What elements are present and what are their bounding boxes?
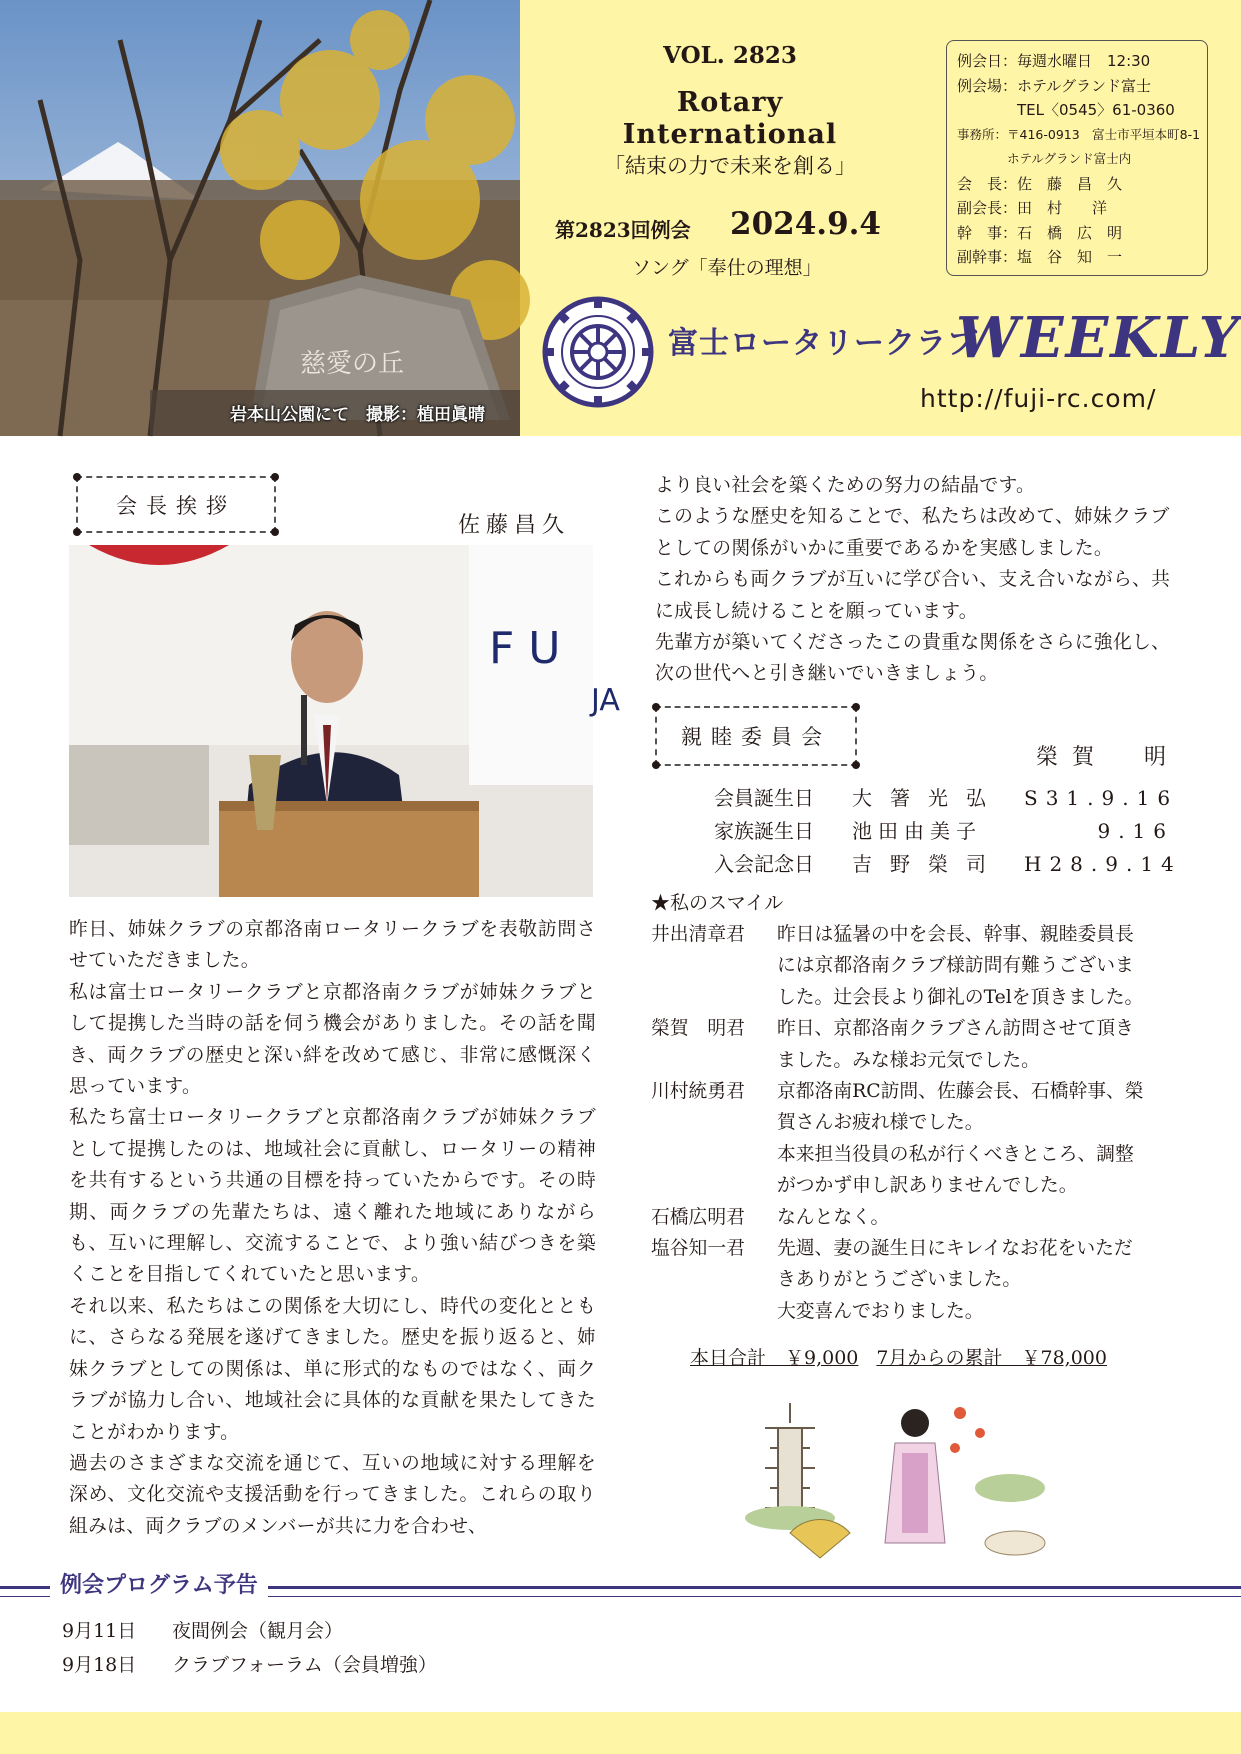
anniversary-name: 吉野榮司 <box>852 852 1004 876</box>
kyoto-illustration <box>730 1393 1070 1563</box>
anniversary-date: H28.9.14 <box>1024 852 1182 876</box>
meeting-date: 2024.9.4 <box>730 206 882 242</box>
program-event: クラブフォーラム（会員増強） <box>172 1654 437 1676</box>
smile-line: 昨日、京都洛南クラブさん訪問させて頂き <box>777 1018 1134 1040</box>
smile-title: ★私のスマイル <box>651 892 784 914</box>
motto: 「結束の力で未来を創る」 <box>604 154 856 178</box>
greeting-paragraph: より良い社会を築くための努力の結晶です。 <box>655 475 1036 496</box>
fellowship-heading-text: 親睦委員会 <box>681 725 831 749</box>
smile-line: には京都洛南クラブ様訪問有難うございま <box>777 955 1134 977</box>
info-office-2: ホテルグランド富士内 <box>957 151 1132 166</box>
anniversary-date: 9.16 <box>1097 819 1174 843</box>
smile-member: 井出清章君 <box>651 924 745 945</box>
greeting-paragraph: 先輩方が築いてくださったこの貴重な関係をさらに強化し、次の世代へと引き継いでいきましょう。 <box>655 632 1171 685</box>
smile-entry <box>651 1013 1181 1076</box>
cover-photo <box>0 0 520 436</box>
club-url[interactable]: http://fuji-rc.com/ <box>920 384 1157 413</box>
smile-line: 昨日は猛暑の中を会長、幹事、親睦委員長 <box>777 924 1134 945</box>
weekly-title: WEEKLY <box>956 305 1241 371</box>
maple-leaf-icon <box>950 1407 985 1453</box>
sweets-icon <box>985 1531 1045 1555</box>
smile-line: 先週、妻の誕生日にキレイなお花をいただ <box>777 1238 1133 1260</box>
list-item <box>714 782 1179 815</box>
smile-member: 石橋広明君 <box>651 1206 745 1228</box>
program-title: 例会プログラム予告 <box>50 1568 268 1599</box>
smile-entry <box>651 1233 1181 1327</box>
president-photo <box>69 545 620 897</box>
greeting-paragraph: 過去のさまざまな交流を通じて、互いの地域に対する理解を深め、文化交流や支援活動を行ってきました。これらの取り組みは、両クラブのメンバーが共に力を合わせ、 <box>69 1452 596 1537</box>
organization-name: Rotary International <box>622 87 838 150</box>
smile-member: 川村統勇君 <box>651 1081 745 1103</box>
list-item <box>714 815 1174 848</box>
mount-fuji-photo <box>0 0 520 436</box>
smile-entry <box>651 919 1181 1013</box>
smile-line: なんとなく。 <box>777 1206 890 1228</box>
smile-line: がつかず申し訳ありませんでした。 <box>777 1175 1078 1197</box>
program-event: 夜間例会（観月会） <box>172 1620 344 1642</box>
president-name: 佐藤昌久 <box>458 513 571 538</box>
greeting-paragraph: 昨日、姉妹クラブの京都洛南ロータリークラブを表敬訪問させていただきました。 <box>69 919 596 972</box>
anniversary-label: 家族誕生日 <box>714 819 814 843</box>
president-greeting-continued <box>655 470 1175 690</box>
smile-entry <box>651 1076 1181 1202</box>
president-greeting-heading <box>76 476 276 533</box>
stone-inscription: 慈愛の丘 <box>300 349 405 379</box>
list-item <box>714 848 1182 881</box>
info-vice-secretary: 副幹事：塩 谷 知 一 <box>957 248 1123 266</box>
president-heading-text: 会長挨拶 <box>116 493 236 518</box>
smile-list <box>651 919 1181 1327</box>
fellowship-chair-name: 榮賀 明 <box>1036 745 1181 770</box>
program-date: 9月11日 <box>62 1620 137 1642</box>
banner-letters-2: JA <box>591 683 620 718</box>
rotary-logo-icon <box>542 296 654 408</box>
greeting-paragraph: 私たち富士ロータリークラブと京都洛南クラブが姉妹クラブとして提携したのは、地域社会に貢献し、ロータリーの精神を共有するという共通の目標を持っていたからです。その時期、両クラブの先輩たちは、遠く離れた地域にありながらも、互いに理解し、交流することで、より強い結びつきを築くことを目指してくれていたと思います。 <box>69 1107 596 1286</box>
anniversary-name: 池田由美子 <box>852 819 982 843</box>
smile-line: 大変喜んでおりました。 <box>777 1300 984 1322</box>
volume-number: VOL. 2823 <box>663 42 797 69</box>
meeting-number: 第2823回例会 <box>555 218 691 242</box>
anniversary-label: 入会記念日 <box>714 852 814 876</box>
smile-line: 本来担当役員の私が行くべきところ、調整 <box>777 1143 1134 1165</box>
pagoda-icon <box>765 1403 815 1508</box>
greeting-paragraph: このような歴史を知ることで、私たちは改めて、姉妹クラブとしての関係がいかに重要であるかを実感しました。 <box>655 506 1170 559</box>
total-today: 本日合計 ￥9,000 <box>690 1347 859 1369</box>
smile-entry <box>651 1202 1181 1233</box>
smile-line: ました。みな様お元気でした。 <box>777 1049 1040 1071</box>
anniversary-name: 大箸光弘 <box>852 786 1004 810</box>
smile-member: 塩谷知一君 <box>651 1238 745 1260</box>
info-president: 会 長：佐 藤 昌 久 <box>957 174 1123 193</box>
president-greeting-text <box>69 914 596 1542</box>
club-info-box <box>946 40 1208 276</box>
smile-line: 賀さんお疲れ様でした。 <box>777 1112 984 1134</box>
program-date: 9月18日 <box>62 1654 137 1676</box>
song: ソング「奉仕の理想」 <box>632 257 822 279</box>
program-list <box>62 1614 437 1682</box>
smile-member: 榮賀 明君 <box>651 1018 745 1040</box>
smile-line: 京都洛南RC訪問、佐藤会長、石橋幹事、榮 <box>777 1081 1144 1103</box>
fan-icon <box>790 1519 850 1558</box>
total-cumulative: 7月からの累計 ￥78,000 <box>876 1347 1107 1369</box>
info-secretary: 幹 事：石 橋 広 明 <box>957 223 1123 242</box>
list-item <box>62 1648 437 1682</box>
smile-totals <box>690 1343 1125 1370</box>
club-name: 富士ロータリークラブ <box>668 326 978 361</box>
greeting-paragraph: 私は富士ロータリークラブと京都洛南クラブが姉妹クラブとして提携した当時の話を伺う機会がありました。その話を聞き、両クラブの歴史と深い絆を改めて感じ、非常に感慨深く思っています。 <box>69 981 596 1098</box>
anniversary-list <box>714 782 1182 881</box>
photo-caption: 岩本山公園にて 撮影：植田眞晴 <box>230 405 485 425</box>
info-meeting-day: 例会日：毎週水曜日 12:30 <box>957 52 1151 70</box>
fellowship-committee-heading <box>655 706 857 766</box>
maiko-icon <box>885 1409 945 1543</box>
info-office: 事務所：〒416-0913 富士市平垣本町8-1 <box>957 126 1201 142</box>
footer-band <box>0 1712 1241 1754</box>
info-venue: 例会場：ホテルグランド富士 <box>957 76 1151 95</box>
banner-letters: F U <box>489 623 561 674</box>
info-tel: TEL〈0545〉61-0360 <box>957 101 1175 119</box>
smile-line: した。辻会長より御礼のTelを頂きました。 <box>777 986 1144 1008</box>
smile-line: きありがとうございました。 <box>777 1269 1022 1291</box>
info-vice-president: 副会長：田 村 洋 <box>957 199 1108 217</box>
anniversary-label: 会員誕生日 <box>714 786 814 810</box>
anniversary-date: S31.9.16 <box>1024 786 1179 810</box>
greeting-paragraph: これからも両クラブが互いに学び合い、支え合いながら、共に成長し続けることを願っています。 <box>655 569 1171 622</box>
greeting-paragraph: それ以来、私たちはこの関係を大切にし、時代の変化とともに、さらなる発展を遂げてきました。歴史を振り返ると、姉妹クラブとしての関係は、単に形式的なものではなく、両クラブが協力し合い、地域社会に具体的な貢献を果たしてきたことがわかります。 <box>69 1295 596 1443</box>
list-item <box>62 1614 437 1648</box>
